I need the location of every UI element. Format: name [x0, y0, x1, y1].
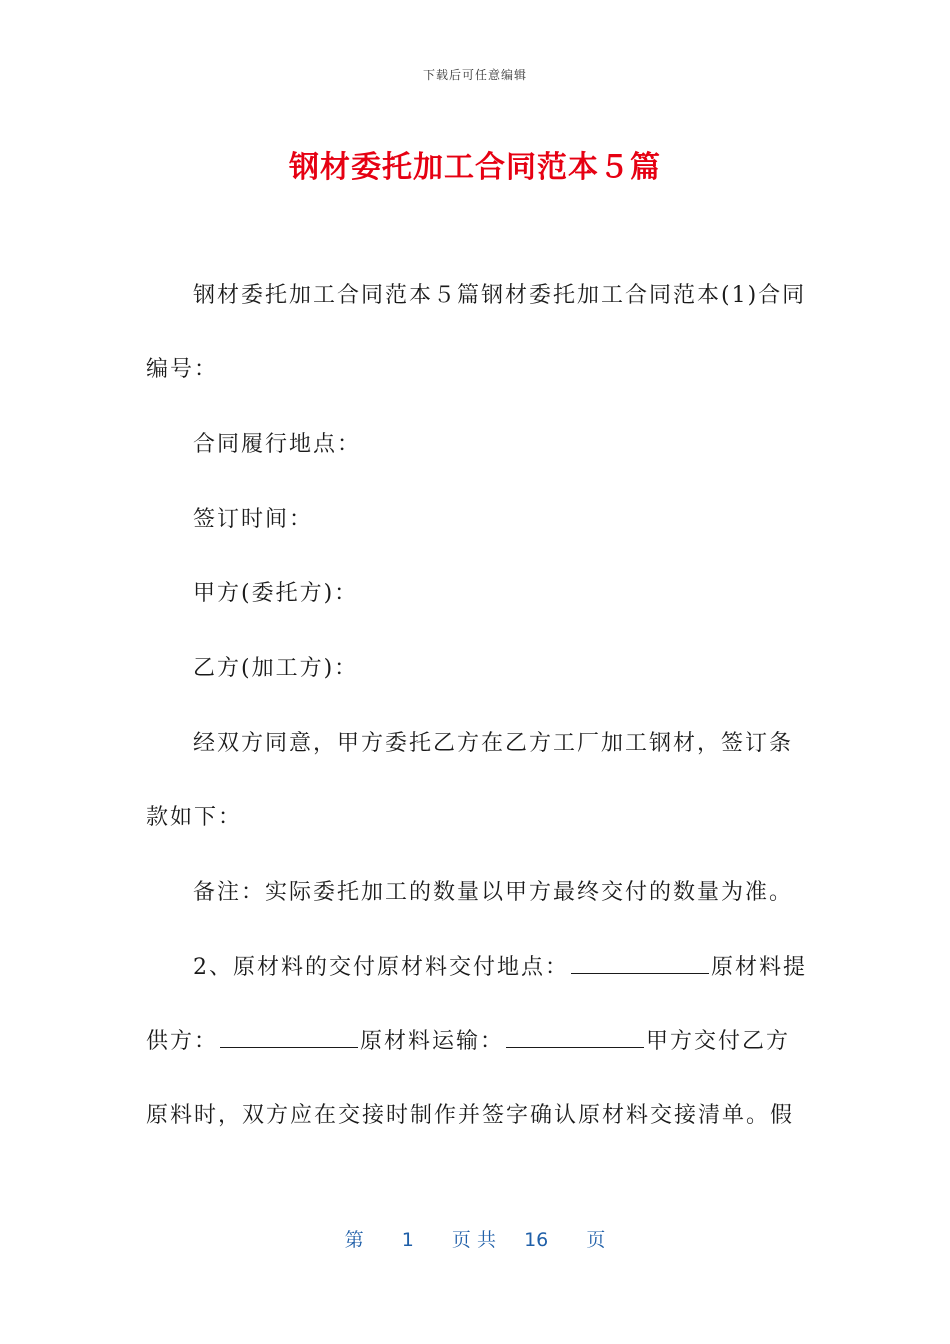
blank-underline	[506, 1027, 644, 1048]
paragraph-line: 备注：实际委托加工的数量以甲方最终交付的数量为准。	[193, 880, 794, 905]
footer-middle: 页 共	[451, 1229, 496, 1251]
paragraph-segment: 甲方交付乙方	[646, 1029, 791, 1054]
paragraph-line: 签订时间：	[193, 507, 314, 532]
paragraph-segment: 原材料提	[711, 955, 808, 980]
paragraph-line: 原料时，双方应在交接时制作并签字确认原材料交接清单。假	[146, 1103, 795, 1128]
paragraph-line: 经双方同意，甲方委托乙方在乙方工厂加工钢材，签订条	[193, 731, 794, 756]
paragraph-line: 甲方(委托方)：	[193, 581, 359, 606]
paragraph-segment: 原材料运输：	[360, 1029, 505, 1054]
footer-suffix: 页	[586, 1229, 606, 1251]
paragraph-line	[193, 953, 807, 983]
paragraph-segment: 供方：	[146, 1029, 219, 1054]
header-note: 下载后可任意编辑	[422, 68, 527, 82]
blank-underline	[220, 1027, 358, 1048]
paragraph-segment: 2、原材料的交付原材料交付地点：	[193, 955, 569, 980]
paragraph-line: 乙方(加工方)：	[193, 656, 359, 681]
footer-prefix: 第	[344, 1229, 364, 1251]
paragraph-line	[146, 1027, 790, 1057]
paragraph-line: 款如下：	[146, 805, 243, 830]
paragraph-line: 编号：	[146, 357, 219, 382]
document-title: 钢材委托加工合同范本５篇	[289, 150, 661, 185]
paragraph-line: 合同履行地点：	[193, 432, 362, 457]
footer-page-number: 1	[401, 1229, 414, 1251]
page-footer	[0, 1225, 950, 1252]
footer-total-pages: 16	[524, 1229, 549, 1251]
paragraph-line: 钢材委托加工合同范本５篇钢材委托加工合同范本(1)合同	[193, 283, 807, 308]
blank-underline	[571, 953, 709, 974]
